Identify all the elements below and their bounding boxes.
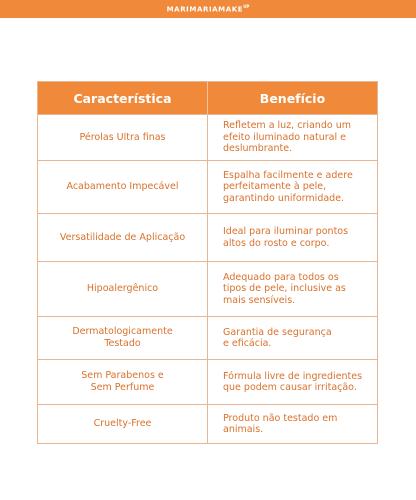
feature-text: Dermatologicamente Testado	[72, 326, 173, 349]
feature-cell	[38, 317, 208, 359]
benefit-cell	[208, 115, 377, 160]
table-row	[38, 316, 377, 359]
benefit-text: Garantia de segurança e eficácia.	[223, 326, 332, 349]
table-row	[38, 114, 377, 160]
feature-cell	[38, 405, 208, 443]
benefit-text: Ideal para iluminar pontos altos do rosto e corpo.	[223, 226, 349, 249]
feature-cell	[38, 161, 208, 213]
benefit-cell	[208, 262, 377, 316]
table-header	[38, 82, 377, 114]
top-banner	[0, 0, 416, 18]
benefit-cell	[208, 360, 377, 404]
feature-cell	[38, 214, 208, 261]
benefit-text: Adequado para todos os tipos de pele, inclusive as mais sensíveis.	[223, 271, 346, 306]
header-caracteristica: Característica	[38, 82, 208, 114]
brand-name: MARIMARIAMAKE	[166, 5, 244, 14]
table-row	[38, 261, 377, 316]
table-row	[38, 213, 377, 261]
feature-text: Pérolas Ultra finas	[79, 131, 166, 143]
feature-text: Acabamento Impecável	[66, 181, 179, 192]
feature-cell	[38, 262, 208, 316]
table-row	[38, 404, 377, 443]
brand-logo	[167, 4, 250, 13]
feature-cell	[38, 115, 208, 160]
benefit-text: Refletem a luz, criando um efeito iluminado natural e deslumbrante.	[223, 120, 351, 155]
feature-text: Sem Parabenos e Sem Perfume	[81, 370, 164, 393]
feature-text: Hipoalergênico	[86, 283, 159, 294]
feature-text: Cruelty-Free	[93, 418, 152, 429]
table-row	[38, 359, 377, 404]
benefit-text: Produto não testado em animais.	[223, 412, 338, 435]
benefit-text: Espalha facilmente e adere perfeitamente à pele, garantindo uniformidade.	[223, 169, 353, 204]
feature-cell	[38, 360, 208, 404]
benefit-text: Fórmula livre de ingredientes que podem causar irritação.	[223, 370, 363, 393]
benefit-cell	[208, 161, 377, 213]
brand-superscript: UP	[243, 4, 250, 10]
comparison-table	[37, 81, 378, 444]
benefit-cell	[208, 317, 377, 359]
feature-text: Versatilidade de Aplicação	[59, 231, 186, 243]
header-beneficio: Benefício	[259, 90, 326, 106]
benefit-cell	[208, 405, 377, 443]
benefit-cell	[208, 214, 377, 261]
table-row	[38, 160, 377, 213]
